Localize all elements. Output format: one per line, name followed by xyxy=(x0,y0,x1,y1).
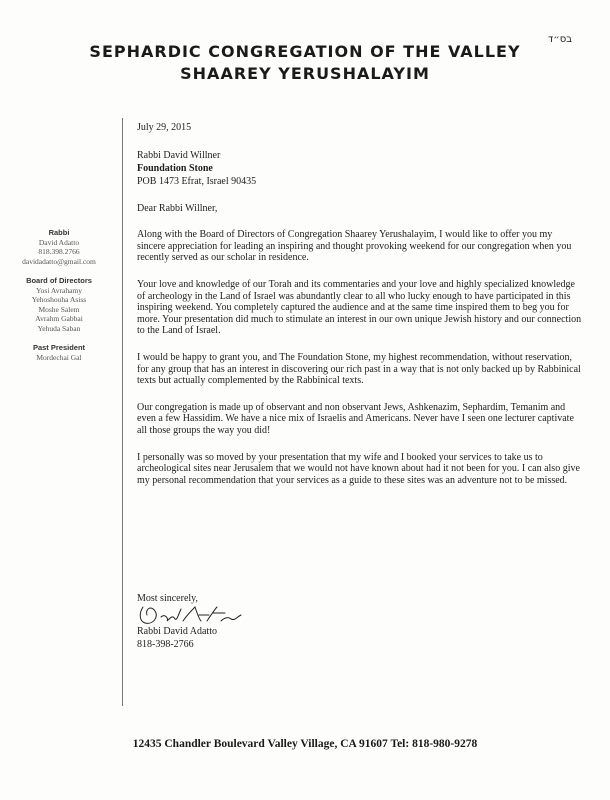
rabbi-phone: 818.398.2766 xyxy=(38,247,80,256)
board-member: Avrahm Gabbai xyxy=(35,314,83,323)
letter-body xyxy=(137,122,582,501)
rabbi-heading: Rabbi xyxy=(48,228,70,237)
sidebar-rabbi xyxy=(0,228,118,266)
signer-name: Rabbi David Adatto xyxy=(137,626,217,637)
footer-address: 12435 Chandler Boulevard Valley Village, CA 91607 Tel: 818-980-9278 xyxy=(132,738,478,750)
signature-block xyxy=(137,592,217,651)
past-president-heading: Past President xyxy=(32,343,86,352)
board-member: Yehoshouha Asiss xyxy=(31,295,87,304)
board-member: Yosi Avrahamy xyxy=(36,285,82,295)
recipient-org: Foundation Stone xyxy=(137,162,213,174)
recipient-block xyxy=(137,149,582,188)
paragraph: Along with the Board of Directors of Congregation Shaarey Yerushalayim, I would like to offer you my sincere appreciation for leading an inspiring and thought provoking weekend for our congregation when you recently served as our scholar in residence. xyxy=(137,229,572,264)
sidebar-board xyxy=(0,276,118,333)
paragraph: Our congregation is made up of observant and non observant Jews, Ashkenazim, Sephardim, Temanim and even a few Hassidim. We have a nice mix of Israelis and Americans. Never have I seen one lecturer captivate all those groups the way you did! xyxy=(137,401,574,436)
letter-date: July 29, 2015 xyxy=(137,122,192,133)
handwritten-signature xyxy=(137,605,217,625)
closing: Most sincerely, xyxy=(137,593,199,604)
paragraph: I would be happy to grant you, and The Foundation Stone, my highest recommendation, without reservation, for any group that has an interest in discovering our rich past in a way that is not only backed up by Rabbinical texts but actually complemented by the Rabbinical texts. xyxy=(137,351,581,387)
board-member: Moshe Salem xyxy=(38,304,80,314)
rabbi-name: David Adatto xyxy=(38,237,80,247)
rabbi-email: davidadatto@gmail.com xyxy=(22,256,96,266)
past-president-name: Mordechai Gal xyxy=(36,352,82,362)
signer-phone: 818-398-2766 xyxy=(137,639,194,650)
sidebar xyxy=(0,228,118,372)
recipient-address: POB 1473 Efrat, Israel 90435 xyxy=(137,175,257,187)
org-name: SEPHARDIC CONGREGATION OF THE VALLEY xyxy=(89,42,521,61)
paragraph: I personally was so moved by your presentation that my wife and I booked your services to take us to archeological sites near Jerusalem that we would not have known about had it not been for you. I can also give my personal recommendation that your services as a guide to these sites was an adventure not to be missed. xyxy=(137,451,580,486)
board-member: Yehuda Saban xyxy=(37,323,81,333)
recipient-name: Rabbi David Willner xyxy=(137,149,221,161)
org-subname: SHAAREY YERUSHALAYIM xyxy=(180,64,430,83)
board-heading: Board of Directors xyxy=(26,276,92,285)
sidebar-past-president xyxy=(0,343,118,362)
signature-scribble xyxy=(137,603,247,627)
paragraph: Your love and knowledge of our Torah and its commentaries and your love and highly specialized knowledge of archeology in the Land of Israel was abundantly clear to all who lucky enough to have participated in this inspiring weekend. You completely captured the audience and at the same time inspired them to beg you for more. Your presentation did much to stimulate an interest in our own unique Jewish history and our connection to the Land of Israel. xyxy=(137,278,582,337)
salutation: Dear Rabbi Willner, xyxy=(137,202,218,214)
sidebar-divider xyxy=(122,118,123,706)
hebrew-mark: בס״ד xyxy=(547,34,572,45)
